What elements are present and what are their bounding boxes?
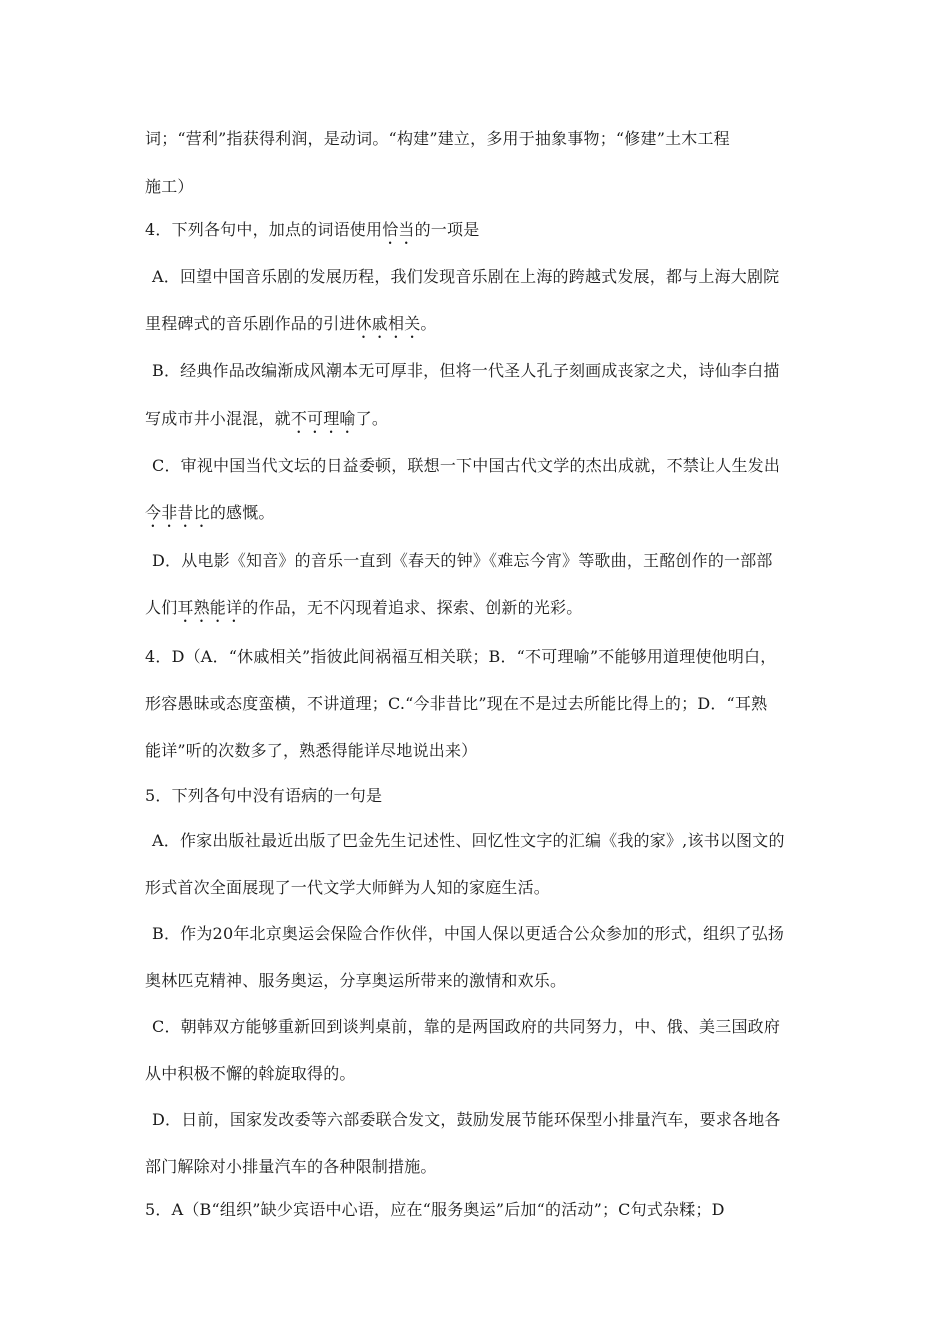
text-line: 形式首次全面展现了一代文学大师鲜为人知的家庭生活。 — [145, 878, 551, 897]
option-d: D．从电影《知音》的音乐一直到《春天的钟》《难忘今宵》等歌曲，王酩创作的一部部 — [152, 551, 773, 570]
answer-4: 4．D（A．“休戚相关”指彼此间祸福互相关联；B．“不可理喻”不能够用道理使他明白， — [145, 647, 777, 666]
text-line: 词；“营利”指获得利润，是动词。“构建”建立，多用于抽象事物；“修建”土木工程 — [145, 129, 730, 148]
option-b: B．经典作品改编渐成风潮本无可厚非，但将一代圣人孔子刻画成丧家之犬，诗仙李白描 — [152, 361, 780, 380]
emphasized-term: 恰当 — [382, 220, 415, 239]
text-line: 形容愚昧或态度蛮横，不讲道理；C.“今非昔比”现在不是过去所能比得上的；D．“耳熟 — [145, 694, 768, 713]
option-c: C．审视中国当代文坛的日益委顿，联想一下中国古代文学的杰出成就，不禁让人生发出 — [152, 456, 781, 475]
text-line: 从中积极不懈的斡旋取得的。 — [145, 1064, 356, 1083]
option-d: D．日前，国家发改委等六部委联合发文，鼓励发展节能环保型小排量汽车，要求各地各 — [152, 1110, 781, 1129]
emphasized-term: 耳熟能详 — [177, 598, 243, 617]
text-line: 写成市井小混混，就不可理喻了。 — [145, 409, 389, 428]
emphasized-term: 不可理喻 — [290, 409, 356, 428]
emphasized-term: 今非昔比 — [145, 503, 210, 522]
option-a: A．回望中国音乐剧的发展历程，我们发现音乐剧在上海的跨越式发展，都与上海大剧院 — [152, 267, 780, 286]
text-line: 今非昔比的感慨。 — [145, 503, 275, 522]
option-a: A．作家出版社最近出版了巴金先生记述性、回忆性文字的汇编《我的家》,该书以图文的 — [152, 831, 785, 850]
question-4-stem: 4．下列各句中，加点的词语使用恰当的一项是 — [145, 220, 480, 239]
text-line: 人们耳熟能详的作品，无不闪现着追求、探索、创新的光彩。 — [145, 598, 583, 617]
emphasized-term: 休戚相关 — [355, 314, 421, 333]
text-line: 部门解除对小排量汽车的各种限制措施。 — [145, 1157, 437, 1176]
text-line: 奥林匹克精神、服务奥运，分享奥运所带来的激情和欢乐。 — [145, 971, 567, 990]
text-line: 施工） — [145, 177, 194, 196]
answer-5: 5．A（B“组织”缺少宾语中心语，应在“服务奥运”后加“的活动”；C句式杂糅；D — [145, 1200, 725, 1219]
text-line: 能详”听的次数多了，熟悉得能详尽地说出来） — [145, 741, 478, 760]
question-5-stem: 5．下列各句中没有语病的一句是 — [145, 786, 383, 805]
option-c: C．朝韩双方能够重新回到谈判桌前，靠的是两国政府的共同努力，中、俄、美三国政府 — [152, 1017, 781, 1036]
text-line: 里程碑式的音乐剧作品的引进休戚相关。 — [145, 314, 437, 333]
option-b: B．作为20年北京奥运会保险合作伙伴，中国人保以更适合公众参加的形式，组织了弘扬 — [152, 924, 785, 943]
